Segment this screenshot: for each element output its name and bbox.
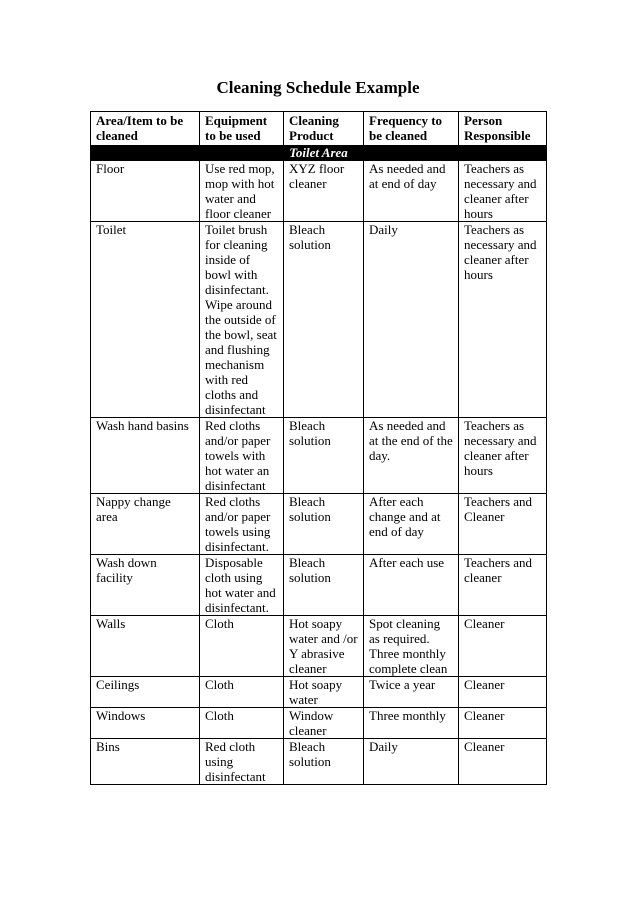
table-row bbox=[91, 555, 547, 616]
page-title: Cleaning Schedule Example bbox=[216, 78, 420, 97]
cell-area: Windows bbox=[91, 708, 200, 739]
table-row bbox=[91, 222, 547, 418]
table-row bbox=[91, 708, 547, 739]
cell-equipment: Red cloths and/or paper towels with hot water an disinfectant bbox=[200, 418, 284, 494]
cell-frequency: Three monthly bbox=[364, 708, 459, 739]
cell-person: Cleaner bbox=[459, 708, 547, 739]
cell-product: Hot soapy water and /or Y abrasive cleaner bbox=[284, 616, 364, 677]
cell-person: Teachers as necessary and cleaner after hours bbox=[459, 161, 547, 222]
cell-area: Bins bbox=[91, 739, 200, 785]
cell-product: Bleach solution bbox=[284, 418, 364, 494]
cell-product: Window cleaner bbox=[284, 708, 364, 739]
cell-frequency: As needed and at end of day bbox=[364, 161, 459, 222]
cell-frequency: After each change and at end of day bbox=[364, 494, 459, 555]
cell-equipment: Red cloth using disinfectant bbox=[200, 739, 284, 785]
table-row bbox=[91, 418, 547, 494]
cell-equipment: Toilet brush for cleaning inside of bowl with disinfectant. Wipe around the outside of the bowl, seat and flushing mechanism with red cloths and disinfectant bbox=[200, 222, 284, 418]
cell-person: Teachers and cleaner bbox=[459, 555, 547, 616]
table-row bbox=[91, 161, 547, 222]
cell-product: Bleach solution bbox=[284, 739, 364, 785]
table-row bbox=[91, 677, 547, 708]
cell-equipment: Use red mop, mop with hot water and floor cleaner bbox=[200, 161, 284, 222]
cell-frequency: As needed and at the end of the day. bbox=[364, 418, 459, 494]
cell-frequency: Twice a year bbox=[364, 677, 459, 708]
table-header-row bbox=[91, 112, 547, 146]
cell-area: Nappy change area bbox=[91, 494, 200, 555]
cell-person: Cleaner bbox=[459, 677, 547, 708]
header-frequency: Frequency to be cleaned bbox=[364, 112, 459, 146]
table-row bbox=[91, 494, 547, 555]
cell-product: Bleach solution bbox=[284, 494, 364, 555]
header-person: Person Responsible bbox=[459, 112, 547, 146]
cell-equipment: Cloth bbox=[200, 708, 284, 739]
cell-person: Teachers as necessary and cleaner after hours bbox=[459, 418, 547, 494]
header-product: Cleaning Product bbox=[284, 112, 364, 146]
cell-person: Cleaner bbox=[459, 616, 547, 677]
cell-product: Hot soapy water bbox=[284, 677, 364, 708]
cell-area: Wash hand basins bbox=[91, 418, 200, 494]
cell-area: Toilet bbox=[91, 222, 200, 418]
cell-equipment: Red cloths and/or paper towels using disinfectant. bbox=[200, 494, 284, 555]
cell-product: Bleach solution bbox=[284, 555, 364, 616]
header-area: Area/Item to be cleaned bbox=[91, 112, 200, 146]
cell-equipment: Cloth bbox=[200, 677, 284, 708]
cell-frequency: After each use bbox=[364, 555, 459, 616]
table-row bbox=[91, 616, 547, 677]
cell-area: Walls bbox=[91, 616, 200, 677]
cell-product: Bleach solution bbox=[284, 222, 364, 418]
cell-equipment: Cloth bbox=[200, 616, 284, 677]
cell-person: Teachers as necessary and cleaner after hours bbox=[459, 222, 547, 418]
cell-area: Floor bbox=[91, 161, 200, 222]
cell-frequency: Daily bbox=[364, 739, 459, 785]
cell-person: Teachers and Cleaner bbox=[459, 494, 547, 555]
cell-equipment: Disposable cloth using hot water and disinfectant. bbox=[200, 555, 284, 616]
cell-product: XYZ floor cleaner bbox=[284, 161, 364, 222]
cell-person: Cleaner bbox=[459, 739, 547, 785]
section-label: Toilet Area bbox=[91, 146, 547, 161]
cell-area: Wash down facility bbox=[91, 555, 200, 616]
table-row bbox=[91, 739, 547, 785]
cleaning-schedule-table bbox=[90, 111, 547, 785]
cell-area: Ceilings bbox=[91, 677, 200, 708]
cell-frequency: Daily bbox=[364, 222, 459, 418]
cell-frequency: Spot cleaning as required. Three monthly complete clean bbox=[364, 616, 459, 677]
header-equipment: Equipment to be used bbox=[200, 112, 284, 146]
section-row bbox=[91, 146, 547, 161]
